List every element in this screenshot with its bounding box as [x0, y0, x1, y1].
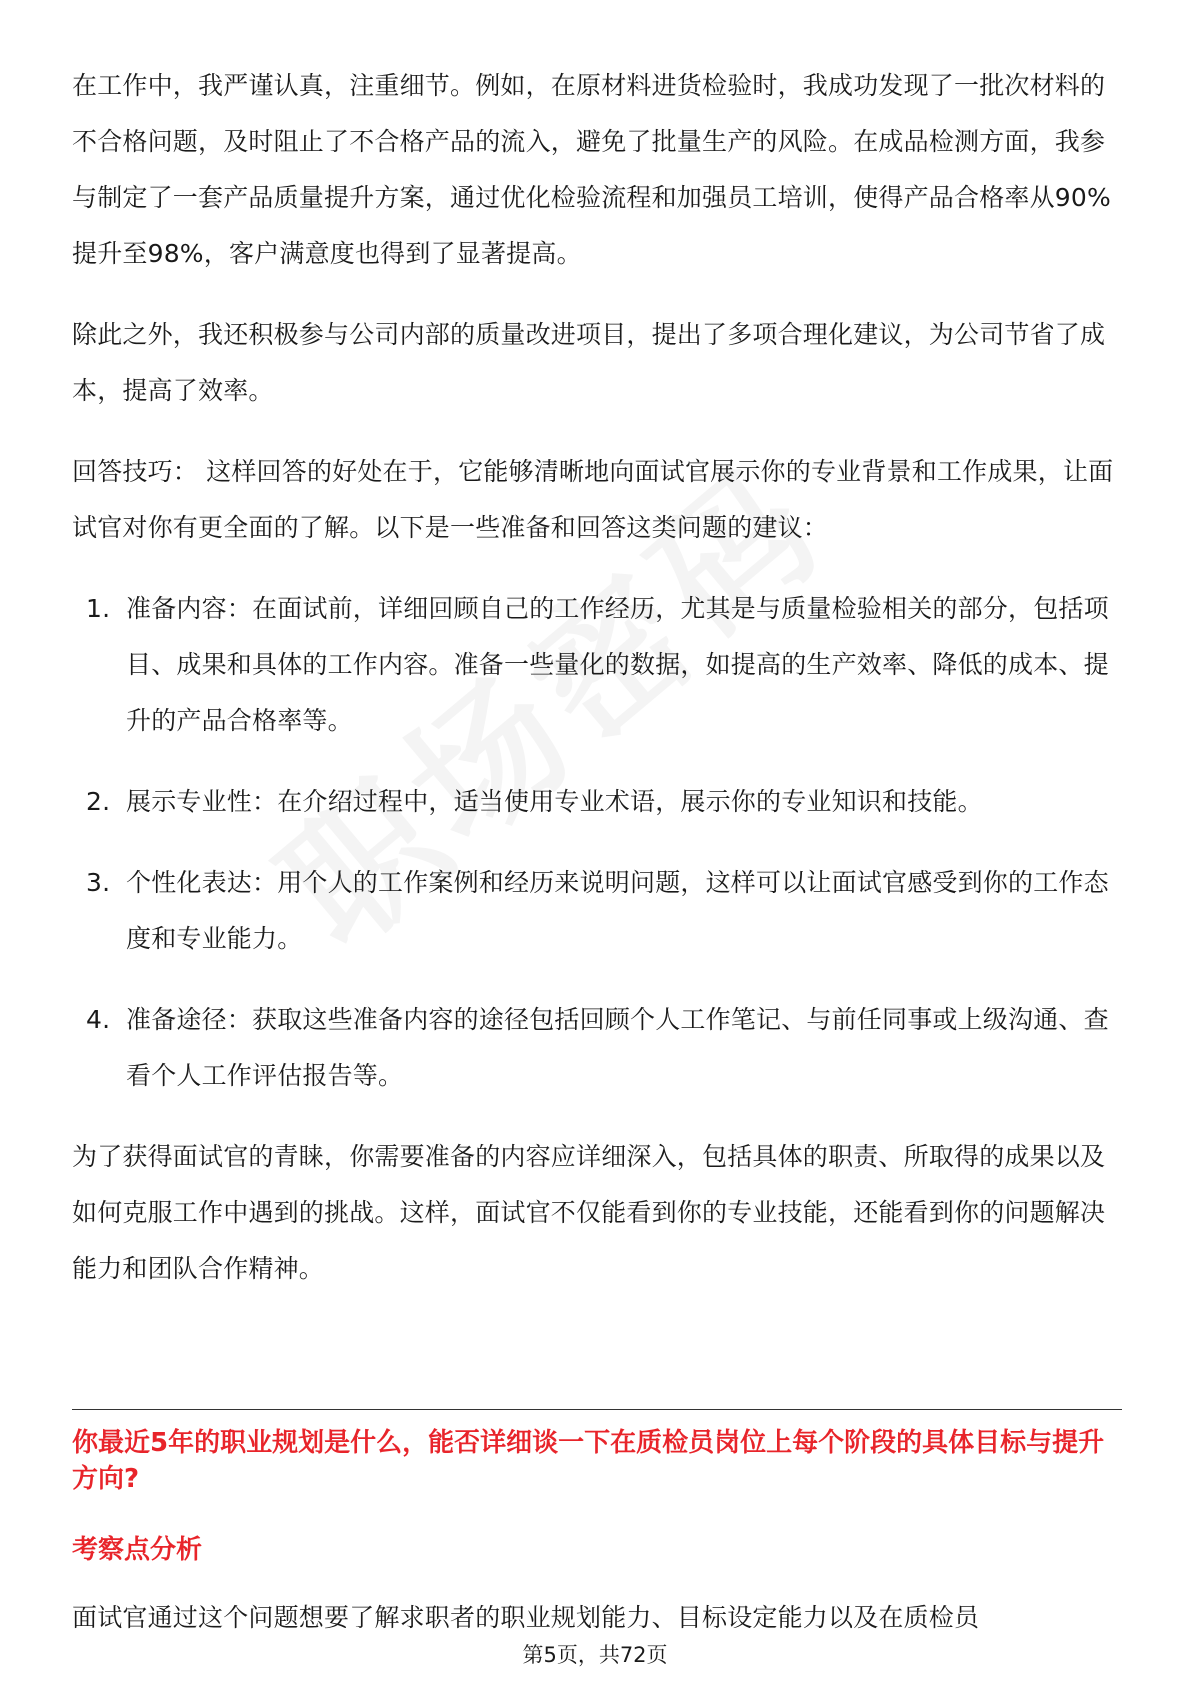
paragraph-summary: 为了获得面试官的青睐，你需要准备的内容应详细深入，包括具体的职责、所取得的成果以及如何克服工作中遇到的挑战。这样，面试官不仅能看到你的专业技能，还能看到你的问题解决能力和团队合作精神。 — [72, 1142, 1106, 1283]
list-item-text: 准备途径：获取这些准备内容的途径包括回顾个人工作笔记、与前任同事或上级沟通、查看个人工作评估报告等。 — [126, 1005, 1109, 1090]
section-divider — [72, 1409, 1122, 1410]
paragraph-answer-tips: 回答技巧： 这样回答的好处在于，它能够清晰地向面试官展示你的专业背景和工作成果，让面试官对你有更全面的了解。以下是一些准备和回答这类问题的建议： — [72, 457, 1114, 542]
list-item — [72, 992, 1122, 1104]
paragraph-work-example: 在工作中，我严谨认真，注重细节。例如，在原材料进货检验时，我成功发现了一批次材料的不合格问题，及时阻止了不合格产品的流入，避免了批量生产的风险。在成品检测方面，我参与制定了一套产品质量提升方案，通过优化检验流程和加强员工培训，使得产品合格率从90%提升至98%，客户满意度也得到了显著提高。 — [72, 71, 1111, 268]
list-number: 4. — [86, 1005, 111, 1034]
list-number: 3. — [86, 868, 111, 897]
list-item-text: 准备内容：在面试前，详细回顾自己的工作经历，尤其是与质量检验相关的部分，包括项目、成果和具体的工作内容。准备一些量化的数据，如提高的生产效率、降低的成本、提升的产品合格率等。 — [126, 594, 1109, 735]
list-item-text: 个性化表达：用个人的工作案例和经历来说明问题，这样可以让面试官感受到你的工作态度和专业能力。 — [126, 868, 1109, 953]
list-item — [72, 581, 1122, 749]
tips-list — [72, 581, 1122, 1104]
list-item — [72, 774, 1122, 830]
list-number: 1. — [86, 594, 111, 623]
paragraph-analysis: 面试官通过这个问题想要了解求职者的职业规划能力、目标设定能力以及在质检员 — [72, 1603, 980, 1632]
analysis-heading: 考察点分析 — [72, 1535, 203, 1565]
main-content — [72, 58, 1122, 1297]
list-number: 2. — [86, 787, 111, 816]
paragraph-improvement-projects: 除此之外，我还积极参与公司内部的质量改进项目，提出了多项合理化建议，为公司节省了成本，提高了效率。 — [72, 320, 1106, 405]
list-item-text: 展示专业性：在介绍过程中，适当使用专业术语，展示你的专业知识和技能。 — [126, 787, 983, 816]
page-footer: 第5页，共72页 — [522, 1643, 668, 1667]
question-heading: 你最近5年的职业规划是什么，能否详细谈一下在质检员岗位上每个阶段的具体目标与提升方向? — [72, 1428, 1105, 1494]
list-item — [72, 855, 1122, 967]
